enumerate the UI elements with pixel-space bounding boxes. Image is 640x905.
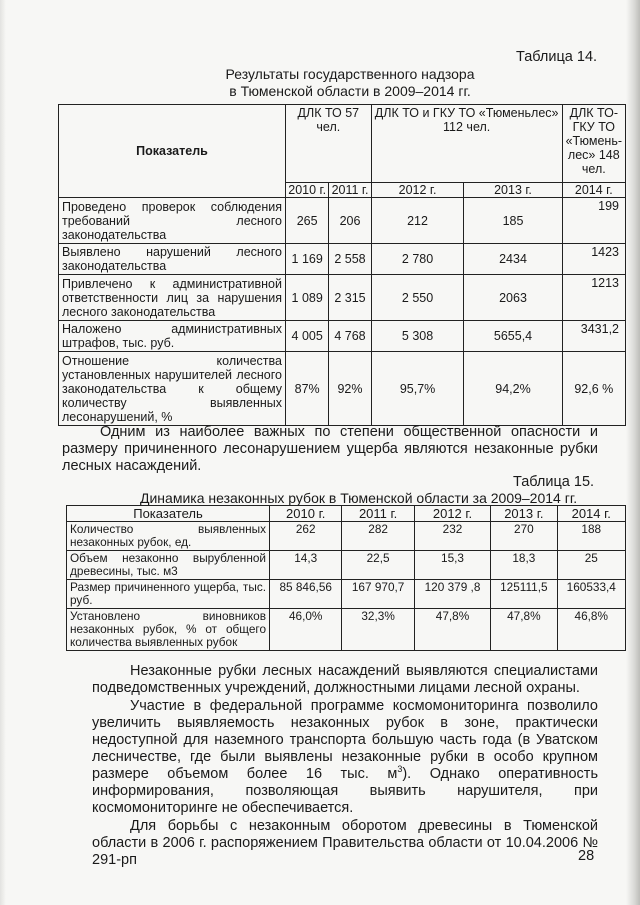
cell: 95,7% [371,352,464,426]
cell: 265 [286,198,329,244]
cell: 22,5 [342,551,414,580]
table-row [59,352,626,426]
table14-year: 2014 г. [562,183,625,198]
table15-year: 2012 г. [414,506,490,522]
body-text [92,663,598,869]
cell: 185 [464,198,562,244]
cell: 2 558 [329,244,371,275]
cell: 87% [286,352,329,426]
table15-year: 2014 г. [557,506,626,522]
cell: 2434 [464,244,562,275]
cell: 2 550 [371,275,464,321]
cell: 4 768 [329,321,371,352]
table-row [59,321,626,352]
cell: 188 [557,522,626,551]
cubic-superscript: 3 [397,764,403,775]
table15-title: Динамика незаконных рубок в Тюменской области за 2009–2014 гг. [140,490,578,506]
cell: 125111,5 [491,580,557,609]
cell: 1213 [562,275,625,321]
table-row [67,522,626,551]
table14-year: 2011 г. [329,183,371,198]
cell: 2 315 [329,275,371,321]
row-label: Установлено виновников незаконных рубок, % от общего количества выявленных рубок [67,609,270,651]
table14-label: Таблица 14. [516,49,598,65]
cell: 46,0% [270,609,342,651]
cell: 5 308 [371,321,464,352]
row-label: Проведено проверок соблюдения требований лесного законодательства [59,198,286,244]
table-row [67,580,626,609]
row-label: Размер причиненного ущерба, тыс. руб. [67,580,270,609]
table-row [59,275,626,321]
cell: 2 780 [371,244,464,275]
cell: 32,3% [342,609,414,651]
table14-group2: ДЛК ТО и ГКУ ТО «Тюменьлес» 112 чел. [371,105,562,183]
cell: 18,3 [491,551,557,580]
scan-edge-right [626,0,640,905]
cell: 92% [329,352,371,426]
paragraph-illegal-logging-intro: Одним из наиболее важных по степени общественной опасности и размеру причиненного лесонарушением ущерба являются незаконные рубки лесных насаждений. [62,424,598,474]
table-row [67,609,626,651]
cell: 47,8% [414,609,490,651]
cell: 85 846,56 [270,580,342,609]
cell: 167 970,7 [342,580,414,609]
table14-header-indicator: Показатель [59,105,286,198]
table14-group1: ДЛК ТО 57 чел. [286,105,372,183]
table15 [66,505,626,651]
cell: 232 [414,522,490,551]
cell: 120 379 ,8 [414,580,490,609]
table14-year: 2010 г. [286,183,329,198]
paragraph-space-monitoring [92,698,598,817]
cell: 262 [270,522,342,551]
cell: 1423 [562,244,625,275]
paragraph-detection-specialists: Незаконные рубки лесных насаждений выявляются специалистами подведомственных учреждений, должностными лицами лесной охраны. [92,663,598,696]
row-label: Выявлено нарушений лесного законодательства [59,244,286,275]
table15-label: Таблица 15. [513,474,595,490]
cell: 160533,4 [557,580,626,609]
table15-year: 2013 г. [491,506,557,522]
cell: 282 [342,522,414,551]
row-label: Привлечено к административной ответственности лиц за нарушения лесного законодательства [59,275,286,321]
cell: 3431,2 [562,321,625,352]
table15-year: 2010 г. [270,506,342,522]
cell: 206 [329,198,371,244]
table14-year: 2013 г. [464,183,562,198]
cell: 94,2% [464,352,562,426]
cell: 25 [557,551,626,580]
table15-year: 2011 г. [342,506,414,522]
page-number: 28 [578,848,595,864]
cell: 270 [491,522,557,551]
row-label: Наложено административных штрафов, тыс. руб. [59,321,286,352]
table-row [59,244,626,275]
table15-header-indicator: Показатель [67,506,270,522]
table14-year: 2012 г. [371,183,464,198]
row-label: Количество выявленных незаконных рубок, ед. [67,522,270,551]
cell: 4 005 [286,321,329,352]
row-label: Отношение количества установленных нарушителей лесного законодательства к общему количеству выявленных лесонарушений, % [59,352,286,426]
paragraph-timber-turnover: Для борьбы с незаконным оборотом древесины в Тюменской области в 2006 г. распоряжением Правительства области от 10.04.2006 № 291-рп [92,818,598,868]
row-label: Объем незаконно вырубленной древесины, тыс. м3 [67,551,270,580]
cell: 14,3 [270,551,342,580]
paragraph-space-monitoring-text-end: ). Однако оперативность информирования, позволяющая выявить нарушителя, при космомониторинге не обеспечивается. [92,766,598,816]
cell: 15,3 [414,551,490,580]
table14-title-line2: в Тюменской области в 2009–2014 гг. [229,83,471,99]
cell: 199 [562,198,625,244]
table14-group3: ДЛК ТО-ГКУ ТО «Тюмень-лес» 148 чел. [562,105,625,183]
cell: 46,8% [557,609,626,651]
paragraph-space-monitoring-text: Участие в федеральной программе космомониторинга позволило увеличить выявляемость незаконных рубок в зоне, практически недоступной для наземного транспорта большую часть года (в Уватском лесничестве, где были выявлены незаконные рубки в особо крупном размере объемом более 16 тыс. м [92,698,598,782]
cell: 2063 [464,275,562,321]
table14 [58,104,626,426]
cell: 5655,4 [464,321,562,352]
cell: 92,6 % [562,352,625,426]
table14-title-line1: Результаты государственного надзора [225,66,475,82]
cell: 1 089 [286,275,329,321]
cell: 1 169 [286,244,329,275]
cell: 212 [371,198,464,244]
cell: 47,8% [491,609,557,651]
scan-edge-left [0,0,6,905]
table-row [67,551,626,580]
table14-title [170,66,530,100]
table-row [59,198,626,244]
